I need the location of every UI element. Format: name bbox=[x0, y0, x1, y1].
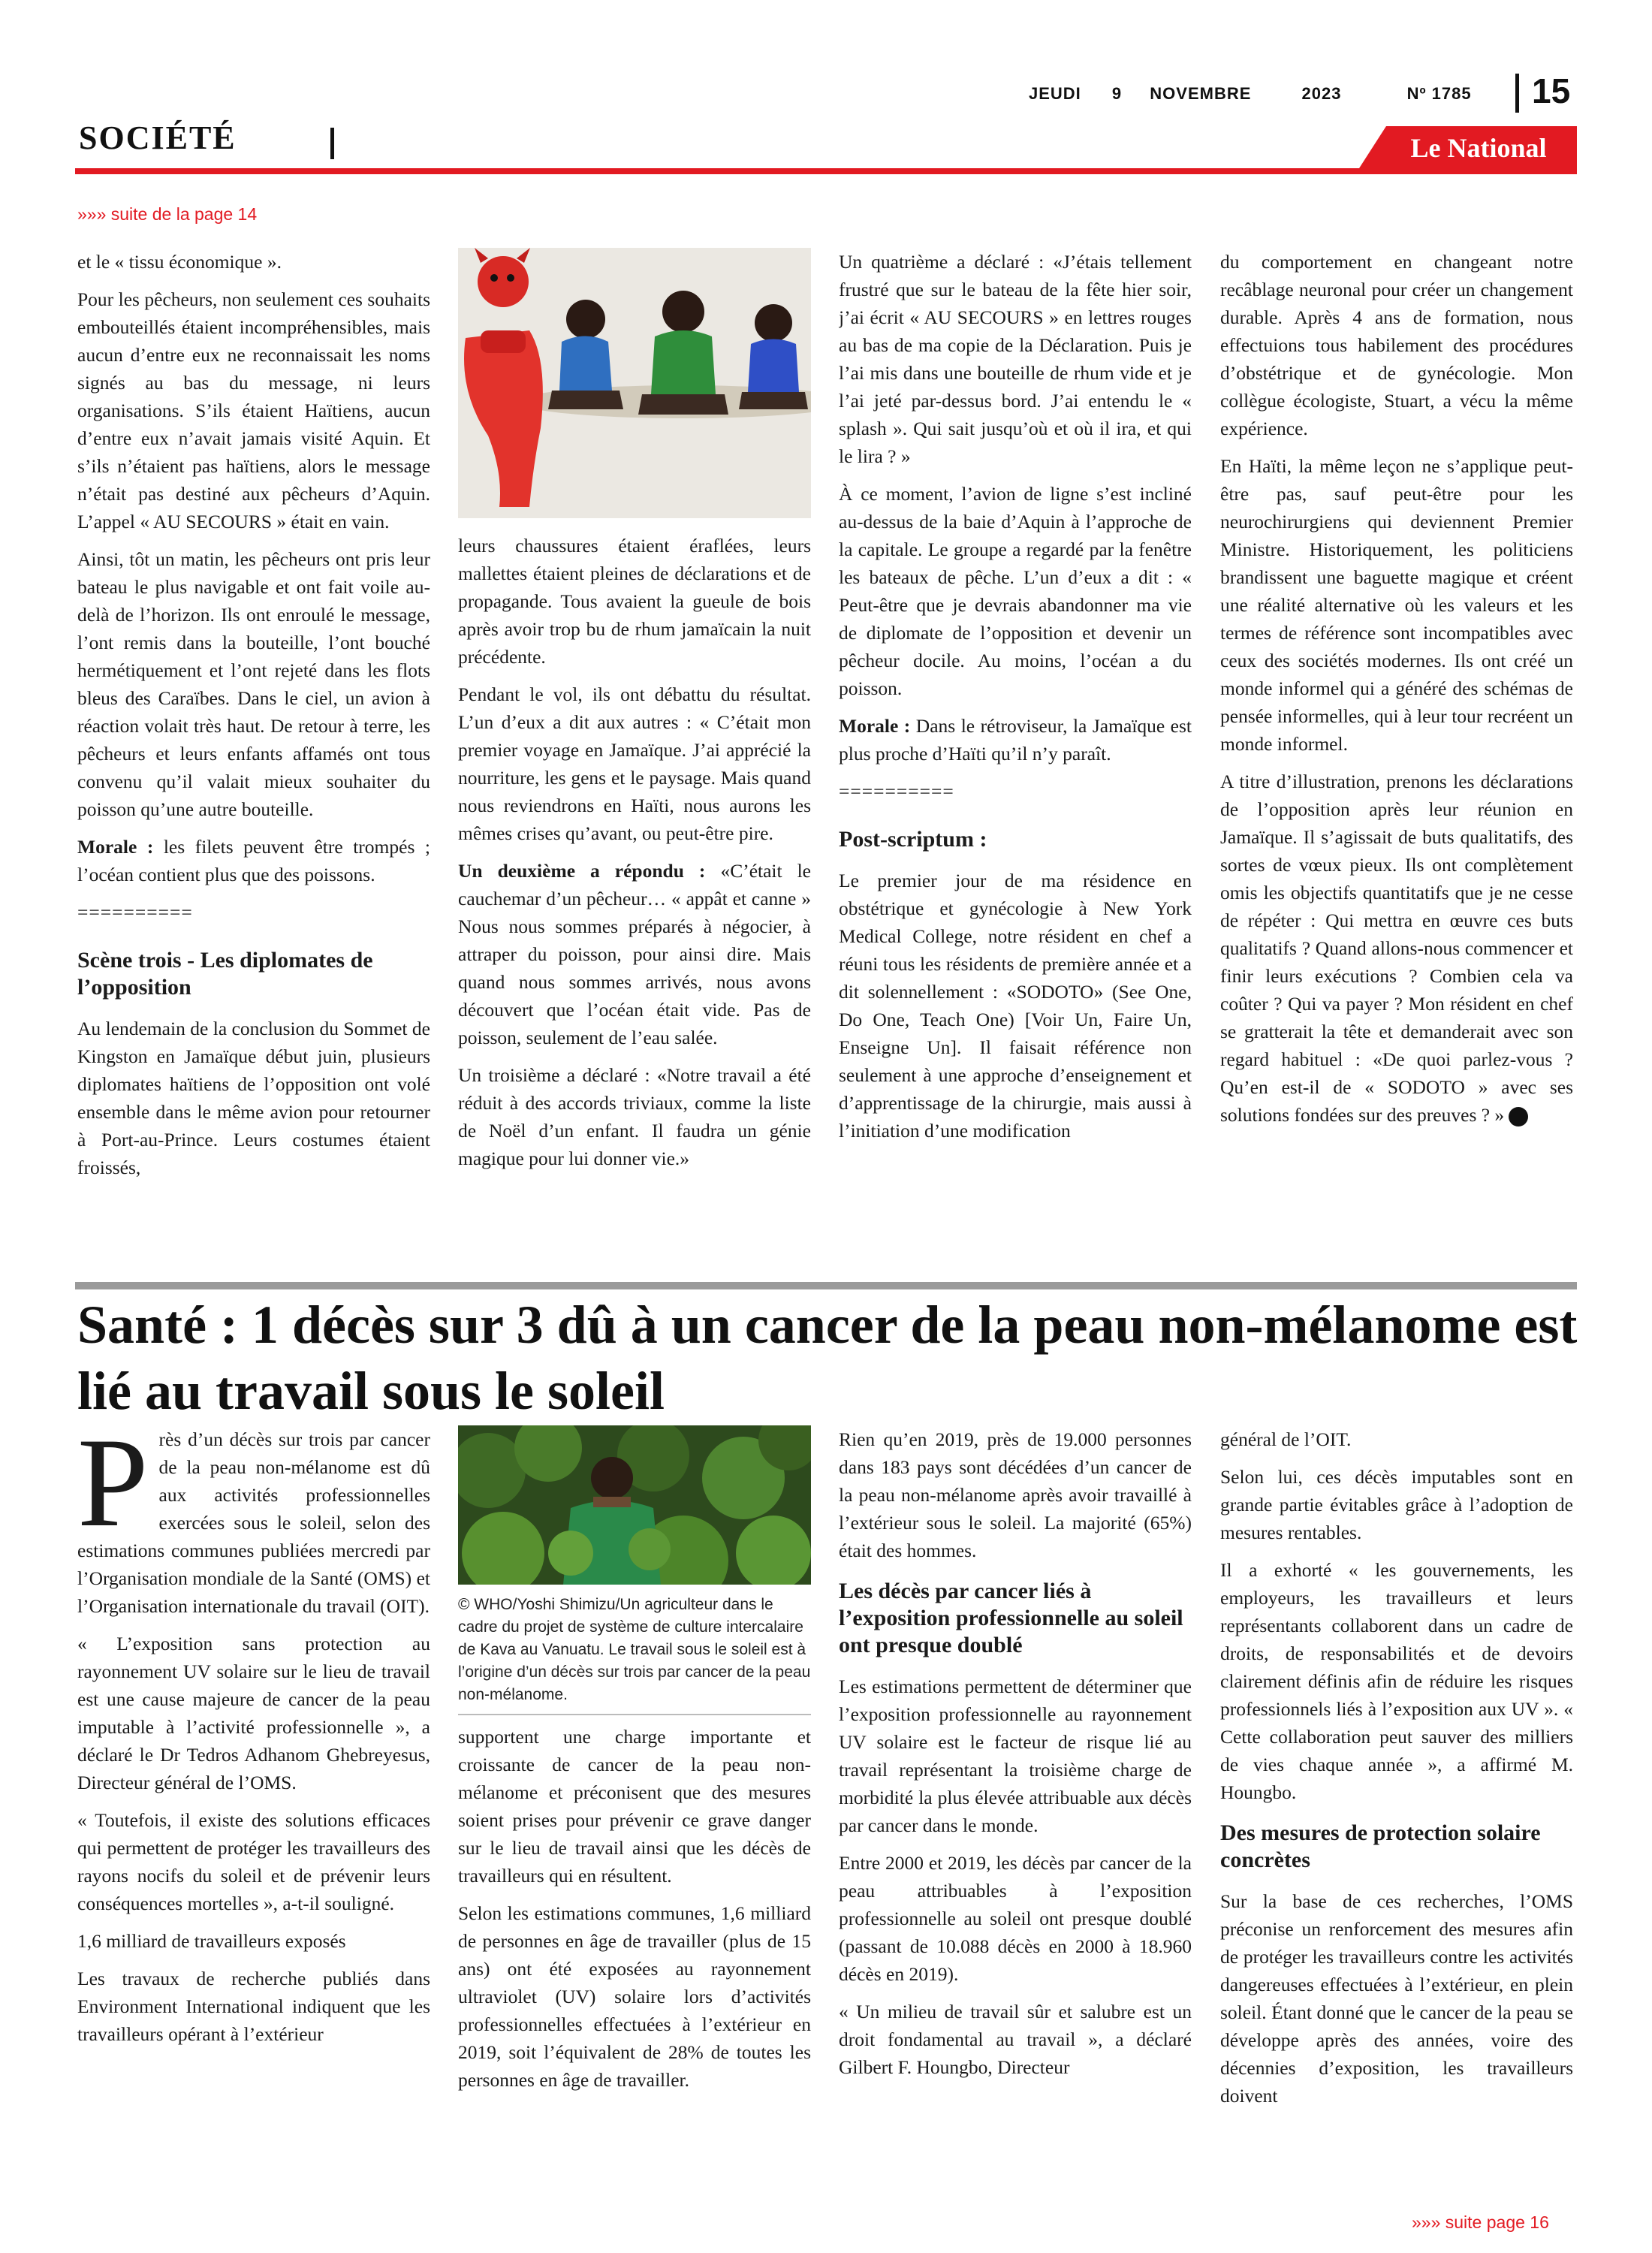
paragraph: Ainsi, tôt un matin, les pêcheurs ont pris leur bateau le plus navigable et ont fait voile au-delà de l’horizon. Ils ont enroulé le message, l’ont remis dans la bouteille, l’ont bouché hermétiquement et l’ont rejeté dans les flots bleus des Caraïbes. Dans le ciel, un avion à réaction volait très haut. De retour à terre, les pêcheurs et leurs enfants affamés ont tous convenu qu’il valait mieux souhaiter du poisson qu’une autre bouteille. bbox=[77, 548, 430, 820]
paragraph: et le « tissu économique ». bbox=[77, 251, 282, 273]
photo-caption: © WHO/Yoshi Shimizu/Un agriculteur dans le cadre du projet de système de culture intercalaire de Kava au Vanuatu. Le travail sous le soleil est à l’origine d’un décès sur trois par cancer de la peau non-mélanome. bbox=[458, 1594, 811, 1715]
page-number-divider bbox=[1515, 74, 1519, 113]
paragraph: « L’exposition sans protection au rayonnement UV solaire sur le lieu de travail est une cause majeure de cancer de la peau imputable à l’activité professionnelle », a déclaré le Dr Tedros Adhanom Ghebreyesus, Directeur général de l’OMS. bbox=[77, 1633, 430, 1793]
health-column-4 bbox=[1220, 1425, 1573, 2203]
paragraph bbox=[1220, 768, 1573, 1129]
continued-from: »»» suite de la page 14 bbox=[77, 204, 258, 224]
top-column-1 bbox=[77, 248, 430, 1277]
section-divider bbox=[330, 128, 334, 159]
subheading: Des mesures de protection solaire concrètes bbox=[1220, 1820, 1541, 1872]
paragraph: En Haïti, la même leçon ne s’applique peut-être pas, sauf peut-être pour les neurochirurgiens qui deviennent Premier Ministre. Historiquement, les politiciens brandissent une baguette magique et créent une réalité alternative où les valeurs et les termes de référence sont incompatibles avec ceux des sociétés modernes. Ils ont créé un monde informel qui a généré des schémas de pensée informelles, qui à leur tour recréent un monde informel. bbox=[1220, 455, 1573, 755]
issue-number: Nº 1785 bbox=[1406, 84, 1472, 103]
page-number: 15 bbox=[1532, 71, 1571, 110]
paragraph: Les travaux de recherche publiés dans Environment International indiquent que les travailleurs opérant à l’extérieur bbox=[77, 1968, 430, 2045]
paragraph: Rien qu’en 2019, près de 19.000 personnes dans 183 pays sont décédées d’un cancer de la peau non-mélanome après avoir travaillé à l’extérieur sous le soleil. La majorité (65%) était des hommes. bbox=[839, 1428, 1192, 1561]
paragraph: Un quatrième a déclaré : «J’étais tellement frustré que sur le bateau de la fête hier soir, j’ai écrit « AU SECOURS » en lettres rouges au bas de ma copie de la Déclaration. Puis je l’ai mis dans une bouteille de rhum vide et je l’ai jeté par-dessus bord. J’ai entendu le « splash ». Qui sait jusqu’où et où il ira, et qui le lira ? » bbox=[839, 251, 1192, 467]
paragraph: du comportement en changeant notre recâblage neuronal pour créer un changement durable. Après 4 ans de formation, nous effectuions tous habilement des procédures d’obstétrique et de gynécologie. Mon collègue écologiste, Stuart, a vécu la même expérience. bbox=[1220, 251, 1573, 439]
farmer-photo bbox=[458, 1425, 811, 1585]
paragraph: À ce moment, l’avion de ligne s’est incliné au-dessus de la baie d’Aquin à l’approche de la capitale. Le groupe a regardé par la fenêtre les bateaux de pêche. L’un d’eux a dit : « Peut-être que je devrais abandonner ma vie de diplomate de l’opposition et devenir un pêcheur docile. Au moins, l’océan a du poisson. bbox=[839, 483, 1192, 699]
morale-paragraph bbox=[839, 712, 1192, 768]
issue-year: 2023 bbox=[1301, 84, 1342, 103]
issue-meta bbox=[1029, 84, 1497, 104]
paragraph: Pour les pêcheurs, non seulement ces souhaits embouteillés étaient incompréhensibles, mais aucun d’entre eux ne reconnaissait les noms signés au bas du message, ni leurs organisations. S’ils étaient Haïtiens, aucun d’entre eux n’avait jamais visité Aquin. Et s’ils n’étaient pas haïtiens, alors le message n’était pas destiné aux pêcheurs d’Aquin. L’appel « AU SECOURS » était en vain. bbox=[77, 288, 430, 532]
subheading: Les décès par cancer liés à l’exposition professionnelle au soleil ont presque doublé bbox=[839, 1579, 1183, 1657]
paper-name: Le National bbox=[1410, 133, 1547, 163]
issue-date: 9 bbox=[1111, 84, 1123, 103]
morale-paragraph bbox=[77, 833, 430, 888]
paragraph: supportent une charge importante et croissante de cancer de la peau non-mélanome et préconisent que des mesures soient prises pour prévenir ce grave danger sur le lieu de travail ainsi que les décès de travailleurs qui en résultent. bbox=[458, 1726, 811, 1887]
top-column-4 bbox=[1220, 248, 1573, 1277]
paragraph: Un troisième a déclaré : «Notre travail a été réduit à des accords triviaux, comme la liste de Noël d’un enfant. Il faudra un génie magique pour lui donner vie.» bbox=[458, 1064, 811, 1169]
paragraph: leurs chaussures étaient éraflées, leurs mallettes étaient pleines de déclarations et de propagande. Tous avaient la gueule de bois après avoir trop bu de rhum jamaïcain la nuit précédente. bbox=[458, 535, 811, 668]
paragraph: Au lendemain de la conclusion du Sommet de Kingston en Jamaïque début juin, plusieurs diplomates haïtiens de l’opposition ont volé ensemble dans le même avion pour retourner à Port-au-Prince. Leurs costumes étaient froissés, bbox=[77, 1018, 430, 1178]
paragraph: Sur la base de ces recherches, l’OMS préconise un renforcement des mesures afin de protéger les travailleurs contre les activités dangereuses effectuées à l’extérieur, en plein soleil. Étant donné que le cancer de la peau se développe après des années, voire des décennies d’exposition, les travailleurs doivent bbox=[1220, 1890, 1573, 2107]
paragraph: 1,6 milliard de travailleurs exposés bbox=[77, 1930, 346, 1952]
paragraph: Pendant le vol, ils ont débattu du résultat. L’un d’eux a dit aux autres : « C’était mon premier voyage en Jamaïque. J’ai apprécié la nourriture, les gens et le paysage. Mais quand nous reviendrons en Haïti, nous aurons les mêmes crises qu’avant, ou peut-être pire. bbox=[458, 683, 811, 844]
paragraph: général de l’OIT. bbox=[1220, 1428, 1352, 1450]
issue-day: JEUDI bbox=[1029, 84, 1081, 103]
header-rule bbox=[75, 168, 1577, 174]
text-separator: ========== bbox=[839, 780, 954, 802]
morale-label: Morale : bbox=[839, 715, 911, 737]
quote-text: «C’était le cauchemar d’un pêcheur… « appât et canne » Nous nous sommes préparés à négocier, à attraper du poisson, pour ainsi dire. Mais quand nous sommes arrivés, nous avons découvert que l’océan était vide. Pas de poisson, seulement de l’eau salée. bbox=[458, 860, 811, 1048]
lead-paragraph bbox=[77, 1425, 430, 1620]
subheading: Post-scriptum : bbox=[839, 827, 987, 852]
paragraph: Les estimations permettent de déterminer que l’exposition professionnelle au rayonnement UV solaire est le facteur de risque lié au travail représentant la troisième charge de morbidité la plus élevée attribuable aux décès par cancer dans le monde. bbox=[839, 1675, 1192, 1836]
paragraph: Le premier jour de ma résidence en obstétrique et gynécologie à New York Medical College, notre résident en chef a réuni tous les résidents de première année et a dit solennellement : «SODOTO» (See One, Do One, Teach One) [Voir Un, Faire Un, Enseigne Un]. Il faisait référence non seulement à une approche d’enseignement et d’apprentissage de la chirurgie, mais aussi à l’initiation d’une modification bbox=[839, 870, 1192, 1142]
subheading: Scène trois - Les diplomates de l’opposition bbox=[77, 948, 373, 1000]
morale-text: Dans le rétroviseur, la Jamaïque est plus proche d’Haïti qu’il n’y paraît. bbox=[839, 715, 1192, 765]
health-column-1 bbox=[77, 1425, 430, 2203]
section-title: SOCIÉTÉ bbox=[79, 119, 237, 156]
text-separator: ========== bbox=[77, 901, 193, 923]
paragraph: « Un milieu de travail sûr et salubre est un droit fondamental au travail », a déclaré Gilbert F. Houngbo, Directeur bbox=[839, 2001, 1192, 2078]
paragraph: Selon les estimations communes, 1,6 milliard de personnes en âge de travailler (plus de 15 ans) ont été exposées au rayonnement ultraviolet (UV) solaire lors d’activités professionnelles effectuées à l’extérieur en 2019, soit l’équivalent de 28% de toutes les personnes en âge de travailler. bbox=[458, 1902, 811, 2091]
paragraph: « Toutefois, il existe des solutions efficaces qui permettent de protéger les travailleurs des rayons nocifs du soleil et de prévenir leurs conséquences mortelles », a-t-il souligné. bbox=[77, 1809, 430, 1914]
paragraph: Entre 2000 et 2019, les décès par cancer de la peau attribuables à l’exposition professionnelle au soleil ont presque doublé (passant de 10.088 décès en 2000 à 18.960 décès en 2019). bbox=[839, 1852, 1192, 1985]
health-column-2 bbox=[458, 1594, 811, 2203]
paragraph-text: A titre d’illustration, prenons les déclarations de l’opposition après leur réunion en Jamaïque. Il s’agissait de buts qualitatifs, des sortes de vœux pieux. Ils ont complètement omis les objectifs quantitatifs que je ne cesse de répéter : Qui mettra en œuvre ces buts qualitatifs ? Quand allons-nous commencer et finir leurs exécutions ? Combien cela va coûter ? Qui va payer ? Mon résident en chef se gratterait la tête et demanderait avec son regard habituel : «De quoi parlez-vous ? Qu’en est-il de « SODOTO » avec ses solutions fondées sur des preuves ? » bbox=[1220, 771, 1573, 1126]
continued-to: »»» suite page 16 bbox=[1412, 2212, 1549, 2232]
headline: Santé : 1 décès sur 3 dû à un cancer de la peau non-mélanome est lié au travail sous le soleil bbox=[77, 1295, 1578, 1421]
morale-label: Morale : bbox=[77, 836, 154, 858]
drop-cap: P bbox=[77, 1425, 149, 1553]
top-column-3 bbox=[839, 248, 1192, 1277]
quote-label: Un deuxième a répondu : bbox=[458, 860, 706, 882]
morale-text: les filets peuvent être trompés ; l’océan contient plus que des poissons. bbox=[77, 836, 430, 885]
health-column-3 bbox=[839, 1425, 1192, 2203]
lead-text: rès d’un décès sur trois par cancer de la peau non-mélanome est dû aux activités professionnelles exercées sous le soleil, selon des estimations communes publiées mercredi par l’Organisation mondiale de la Santé (OMS) et l’Organisation internationale du travail (OIT). bbox=[77, 1428, 430, 1617]
issue-month: NOVEMBRE bbox=[1150, 84, 1252, 103]
paragraph: Il a exhorté « les gouvernements, les employeurs, les travailleurs et leurs représentants collaborent dans un cadre de droits, de responsabilités et de devoirs clairement définis afin de réduire les risques professionnels liés à l’exposition aux UV ». « Cette collaboration peut sauver des milliers de vies chaque année », a affirmé M. Houngbo. bbox=[1220, 1559, 1573, 1803]
story-divider bbox=[75, 1282, 1577, 1289]
paragraph bbox=[458, 857, 811, 1051]
illustration bbox=[458, 248, 811, 518]
end-mark-icon bbox=[1509, 1107, 1528, 1126]
paragraph: Selon lui, ces décès imputables sont en grande partie évitables grâce à l’adoption de mesures rentables. bbox=[1220, 1466, 1573, 1543]
top-column-2 bbox=[458, 532, 811, 1275]
